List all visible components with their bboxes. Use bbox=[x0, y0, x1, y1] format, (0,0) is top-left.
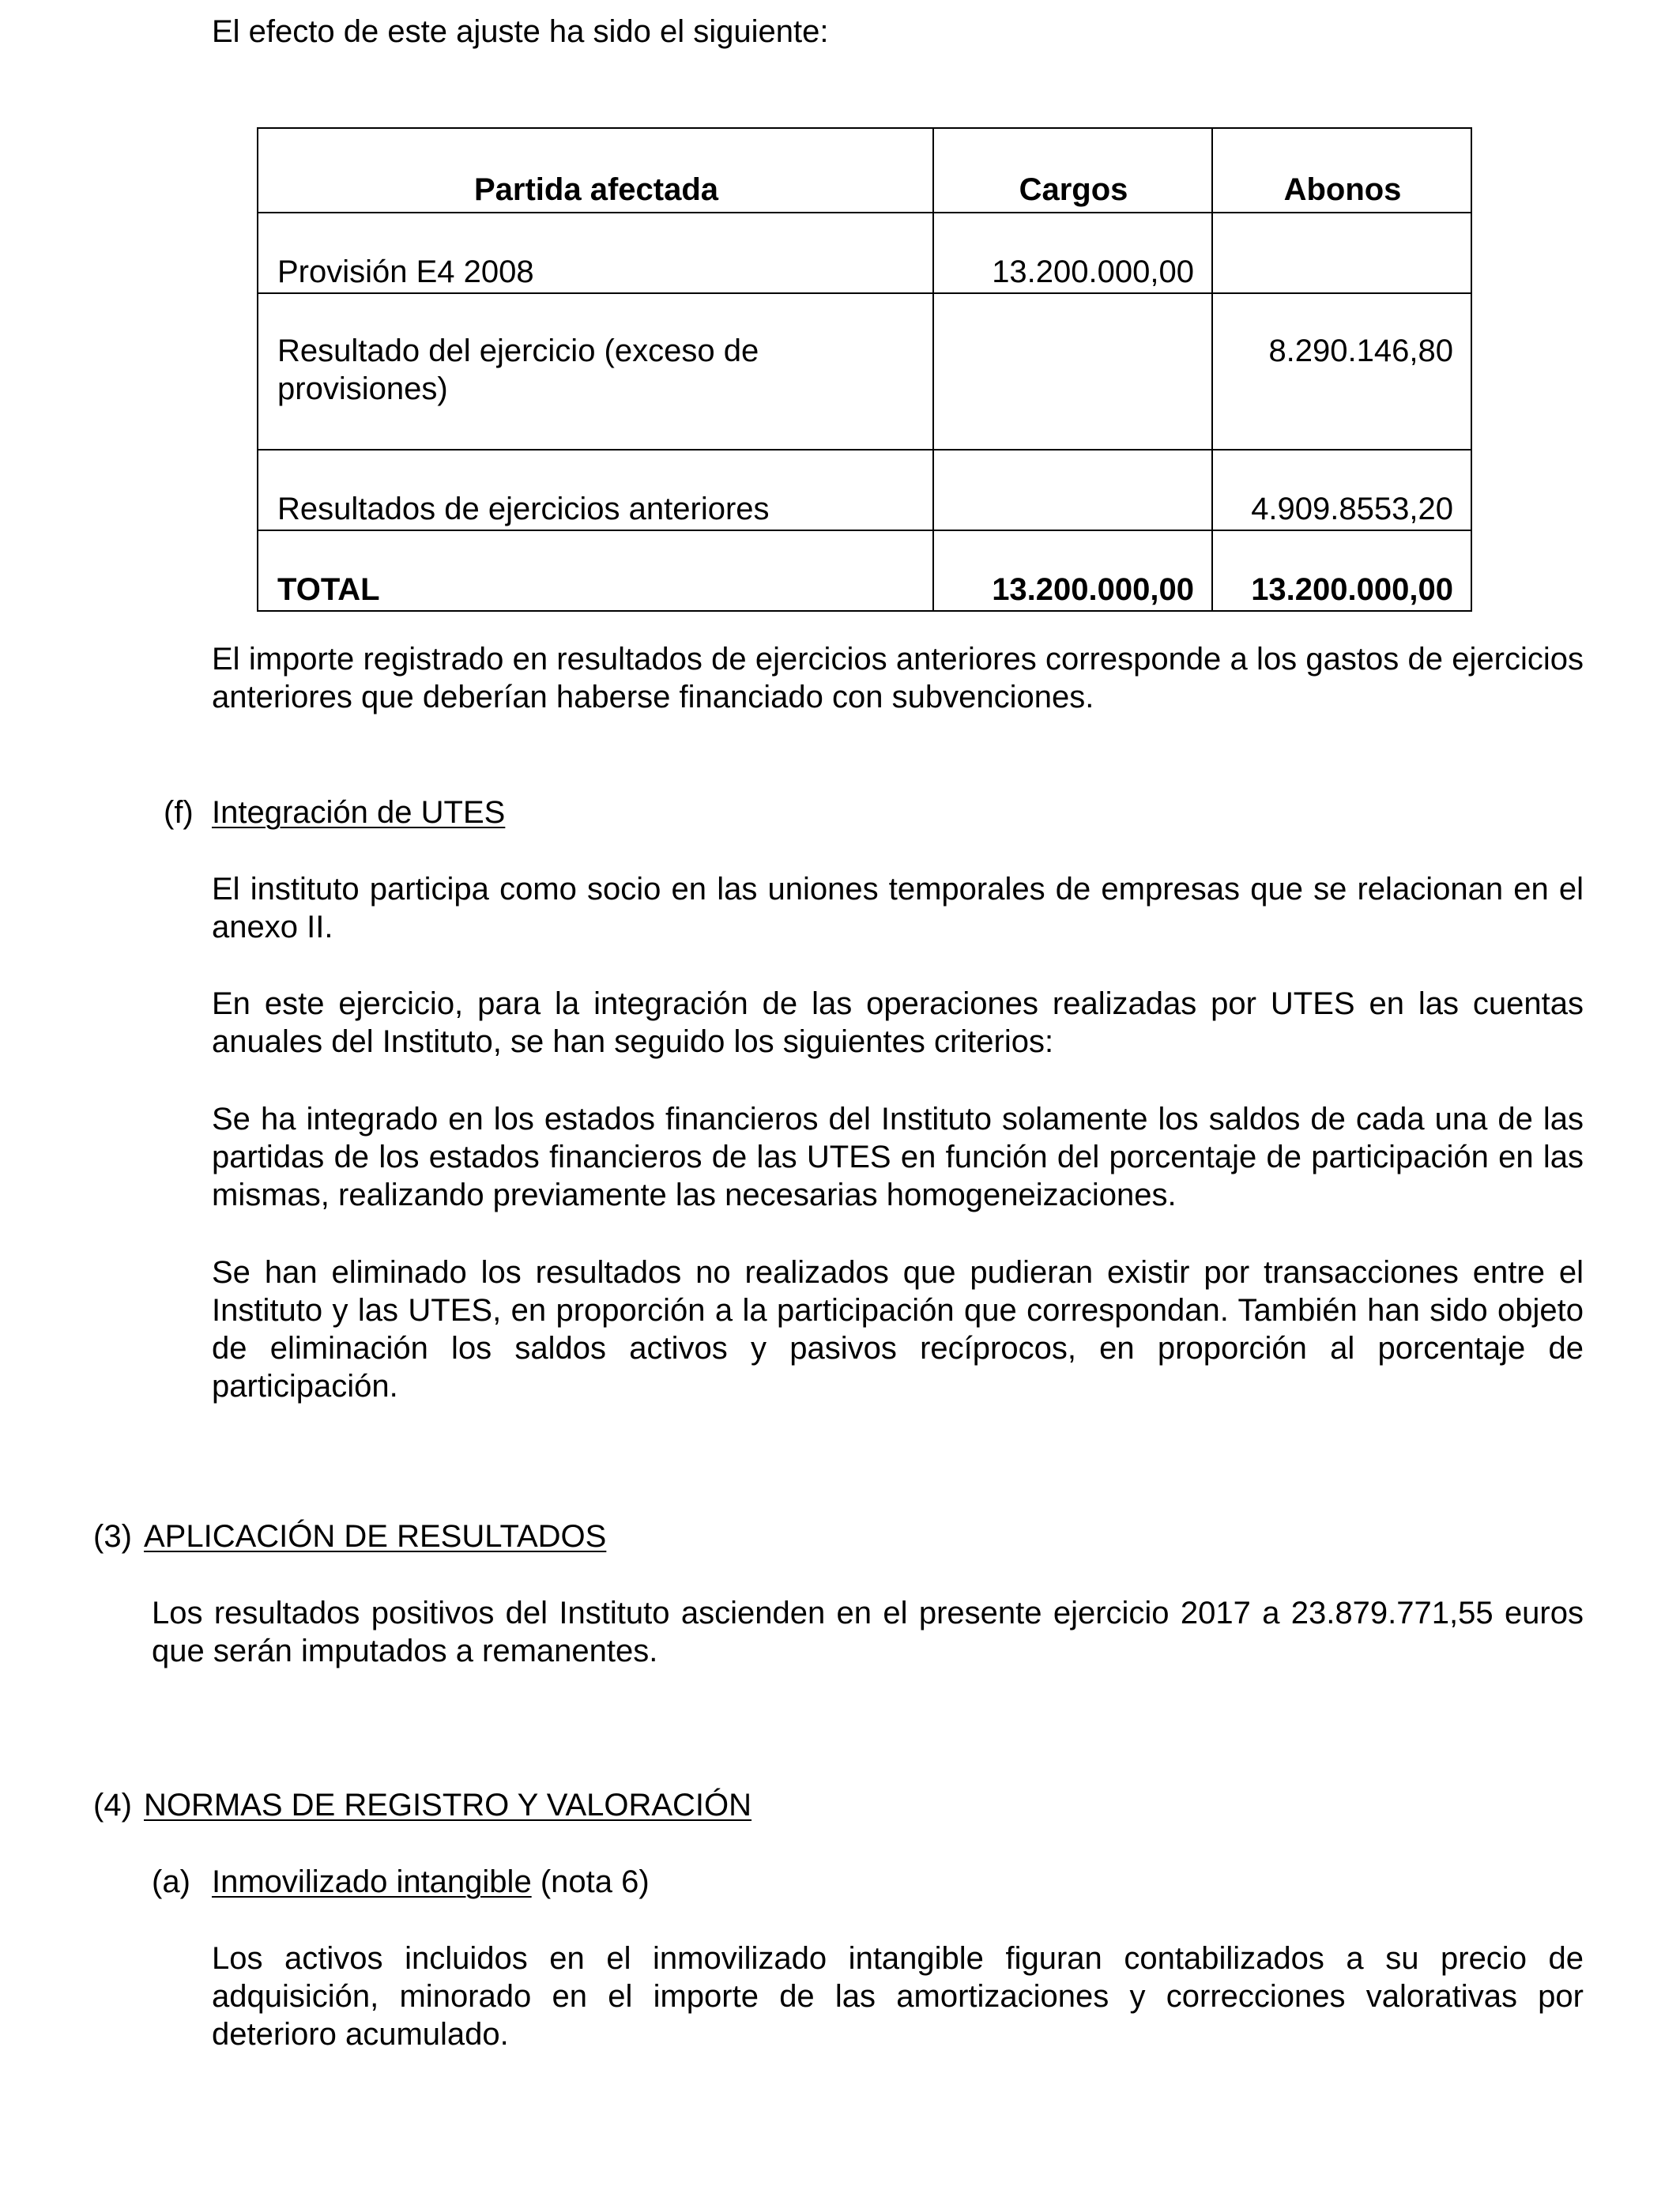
section-4a-heading bbox=[212, 1863, 650, 1901]
column-header-abonos: Abonos bbox=[1212, 128, 1471, 213]
cell-abonos: 8.290.146,80 bbox=[1212, 293, 1471, 450]
total-abonos: 13.200.000,00 bbox=[1212, 530, 1471, 611]
section-4-title: NORMAS DE REGISTRO Y VALORACIÓN bbox=[144, 1788, 752, 1823]
adjustment-table bbox=[257, 127, 1472, 612]
section-4a-marker: (a) bbox=[152, 1864, 190, 1899]
column-header-cargos: Cargos bbox=[933, 128, 1212, 213]
section-3-paragraph: Los resultados positivos del Instituto ascienden en el presente ejercicio 2017 a 23.879.771,55 euros que serán imputados a remanentes. bbox=[152, 1596, 1584, 1668]
cell-partida: Resultado del ejercicio (exceso de provisiones) bbox=[258, 293, 933, 450]
column-header-partida: Partida afectada bbox=[258, 128, 933, 213]
cell-abonos: 4.909.8553,20 bbox=[1212, 450, 1471, 530]
importe-paragraph: El importe registrado en resultados de ejercicios anteriores corresponde a los gastos de ejercicios anteriores que deberían haberse financiado con subvenciones. bbox=[212, 642, 1584, 714]
cell-partida: Provisión E4 2008 bbox=[258, 213, 933, 293]
section-3-title: APLICACIÓN DE RESULTADOS bbox=[144, 1519, 607, 1554]
table-row bbox=[258, 213, 1471, 293]
cell-abonos bbox=[1212, 213, 1471, 293]
section-f-title: Integración de UTES bbox=[212, 795, 506, 830]
intro-text: El efecto de este ajuste ha sido el siguiente: bbox=[212, 14, 829, 49]
section-4-marker: (4) bbox=[93, 1788, 132, 1823]
table-total-row bbox=[258, 530, 1471, 611]
total-label: TOTAL bbox=[258, 530, 933, 611]
total-cargos: 13.200.000,00 bbox=[933, 530, 1212, 611]
section-4a-paragraph: Los activos incluidos en el inmovilizado intangible figuran contabilizados a su precio de adquisición, minorado en el importe de las amortizaciones y correcciones valorativas por deterioro acumulado. bbox=[212, 1941, 1584, 2052]
section-f-paragraph: El instituto participa como socio en las uniones temporales de empresas que se relacionan en el anexo II. bbox=[212, 872, 1584, 944]
table-row bbox=[258, 450, 1471, 530]
section-3-marker: (3) bbox=[93, 1519, 132, 1554]
section-f-paragraph: Se ha integrado en los estados financieros del Instituto solamente los saldos de cada una de las partidas de los estados financieros de las UTES en función del porcentaje de participación en las mismas, realizando previamente las necesarias homogeneizaciones. bbox=[212, 1102, 1584, 1212]
section-f-paragraph: Se han eliminado los resultados no realizados que pudieran existir por transacciones entre el Instituto y las UTES, en proporción a la participación que correspondan. También han sido objeto de eliminación los saldos activos y pasivos recíprocos, en proporción al porcentaje de participación. bbox=[212, 1255, 1584, 1404]
table-header-row bbox=[258, 128, 1471, 213]
section-4a-note: (nota 6) bbox=[540, 1864, 650, 1899]
cell-partida: Resultados de ejercicios anteriores bbox=[258, 450, 933, 530]
cell-cargos: 13.200.000,00 bbox=[933, 213, 1212, 293]
section-f-marker: (f) bbox=[164, 795, 194, 830]
cell-cargos bbox=[933, 293, 1212, 450]
section-f-paragraph: En este ejercicio, para la integración de las operaciones realizadas por UTES en las cuentas anuales del Instituto, se han seguido los siguientes criterios: bbox=[212, 986, 1584, 1059]
cell-cargos bbox=[933, 450, 1212, 530]
table-row bbox=[258, 293, 1471, 450]
section-4a-title: Inmovilizado intangible bbox=[212, 1864, 532, 1899]
